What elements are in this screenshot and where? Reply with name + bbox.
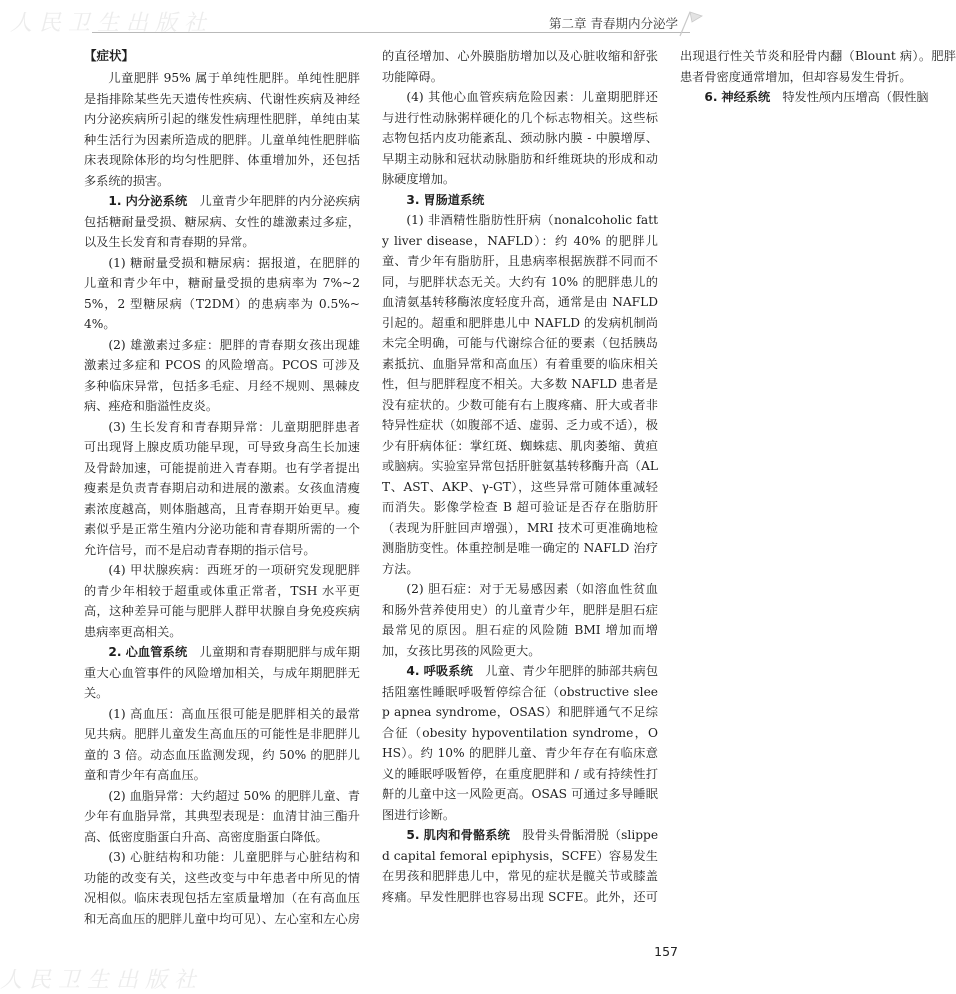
section-neuro-title: 神经系统 [721, 90, 771, 104]
cardio-item-2: (2) 血脂异常：大约超过 50% 的肥胖儿童、青少年有血脂异常，其典型表现是：血清甘油三酯升高、低密度脂蛋白升高、高密度脂蛋白降低。 [84, 788, 360, 844]
section-cardio-num: 2. [108, 645, 122, 659]
section-endocrine-text: 儿童青少年肥胖的内分泌疾病包括糖耐量受损、糖尿病、女性的雄激素过多症，以及生长发育和青春期的异常。 [84, 194, 361, 249]
section-gi [382, 190, 658, 211]
endocrine-item-1: (1) 糖耐量受损和糖尿病：据报道，在肥胖的儿童和青少年中，糖耐量受损的患病率为 7%~25%，2 型糖尿病（T2DM）的患病率为 0.5%~4%。 [84, 255, 360, 331]
header-rule [92, 32, 690, 33]
section-gi-title: 胃肠道系统 [423, 192, 485, 207]
publisher-watermark: 人民卫生出版社 [10, 11, 214, 36]
section-respiratory [382, 661, 658, 825]
section-cardio [84, 642, 360, 704]
section-musculoskeletal-title: 肌肉和骨骼系统 [423, 828, 511, 842]
section-neuro-num: 6. [704, 90, 718, 104]
section-musculoskeletal-num: 5. [406, 828, 420, 842]
gi-item-2: (2) 胆石症：对于无易感因素（如溶血性贫血和肠外营养使用史）的儿童青少年，肥胖是胆石症最常见的原因。胆石症的风险随 BMI 增加而增加，女孩比男孩的风险更大。 [382, 582, 658, 658]
endocrine-item-3: (3) 生长发育和青春期异常：儿童期肥胖患者可出现肾上腺皮质功能早现，可导致身高生长加速及骨龄加速，可能提前进入青春期。也有学者提出瘦素是负责青春期启动和进展的激素。女孩血清瘦素浓度越高，则体脂越高，且青春期开始更早。瘦素似乎是正常生殖内分泌功能和青春期所需的一个允许信号，而不是启动青春期的指示信号。 [84, 419, 360, 557]
section-respiratory-title: 呼吸系统 [423, 664, 473, 678]
cardio-item-4: (4) 其他心血管疾病危险因素：儿童期肥胖还与进行性动脉粥样硬化的几个标志物相关。这些标志物包括内皮功能紊乱、颈动脉内膜 - 中膜增厚、早期主动脉和冠状动脉脂肪和纤维斑块的形成和动脉硬度增加。 [382, 90, 658, 186]
symptoms-intro: 儿童肥胖 95% 属于单纯性肥胖。单纯性肥胖是指排除某些先天遗传性疾病、代谢性疾病及神经内分泌疾病所引起的继发性病理性肥胖，单纯由某种生活行为因素所造成的肥胖。儿童单纯性肥胖临床表现除体形的均匀性肥胖、体重增加外，还包括多系统的损害。 [84, 71, 360, 188]
body-columns [84, 46, 956, 936]
cardio-item-1: (1) 高血压：高血压很可能是肥胖相关的最常见共病。肥胖儿童发生高血压的可能性是非肥胖儿童的 3 倍。动态血压监测发现，约 50% 的肥胖儿童和青少年有高血压。 [84, 706, 360, 782]
symptoms-title: 【症状】 [84, 48, 135, 63]
endocrine-item-4: (4) 甲状腺疾病：西班牙的一项研究发现肥胖的青少年相较于超重或体重正常者，TSH 水平更高，这种差异可能与肥胖人群甲状腺自身免疫疾病患病率更高相关。 [84, 563, 360, 639]
publisher-watermark-bottom: 人民卫生出版社 [0, 968, 204, 993]
section-musculoskeletal-text: 股骨头骨骺滑脱（slipped capital femoral epiphysis，SCFE）容易发生在男孩和肥胖患儿中，常见的症状是髋关节或膝盖疼痛。早发性肥胖也容易出现 SCFE。此外，还可出现退行性关节炎和胫骨内翻（Blount 病）。肥胖患者骨密度通常增加，但却容易发生骨折。 [382, 49, 956, 904]
section-endocrine-num: 1. [108, 194, 122, 208]
page-number: 157 [654, 944, 678, 959]
section-neuro-text: 特发性颅内压增高（假性脑 [782, 90, 929, 104]
section-endocrine-title: 内分泌系统 [125, 194, 188, 208]
section-cardio-text: 儿童期和青春期肥胖与成年期重大心血管事件的风险增加相关，与成年期肥胖无关。 [84, 645, 361, 700]
section-gi-num: 3. [406, 192, 420, 207]
flag-icon [676, 8, 704, 38]
section-respiratory-text: 儿童、青少年肥胖的肺部共病包括阻塞性睡眠呼吸暂停综合征（obstructive sleep apnea syndrome，OSAS）和肥胖通气不足综合征（obesity hypoventilation syndrome，OHS）。约 10% 的肥胖儿童、青少年存在有临床意义的睡眠呼吸暂停，在重度肥胖和 / 或有持续性打鼾的儿童中这一风险更高。OSAS 可通过多导睡眠图进行诊断。 [382, 664, 659, 822]
gi-item-1: (1) 非酒精性脂肪性肝病（nonalcoholic fatty liver disease，NAFLD）：约 40% 的肥胖儿童、青少年有脂肪肝，且患病率根据族群不同而不同，与肥胖状态无关。大约有 10% 的肥胖患儿的血清氨基转移酶浓度轻度升高，通常是由 NAFLD 引起的。超重和肥胖患儿中 NAFLD 的发病机制尚未完全明确，可能与代谢综合征的要素（包括胰岛素抵抗、血脂异常和高血压）有着重要的临床相关性，但与肥胖程度不相关。大多数 NAFLD 患者是没有症状的。少数可能有右上腹疼痛、肝大或者非特异性症状（如腹部不适、虚弱、乏力或不适），极少有肝病体征：掌红斑、蜘蛛痣、肌肉萎缩、黄疸或脑病。实验室异常包括肝脏氨基转移酶升高（ALT、AST、AKP、γ-GT），这些异常可随体重减轻而消失。影像学检查 B 超可验证是否存在脂肪肝（表现为肝脏回声增强），MRI 技术可更准确地检测脂肪变性。体重控制是唯一确定的 NAFLD 治疗方法。 [382, 213, 658, 576]
endocrine-item-2: (2) 雄激素过多症：肥胖的青春期女孩出现雄激素过多症和 PCOS 的风险增高。PCOS 可涉及多种临床异常，包括多毛症、月经不规则、黑棘皮病、痤疮和脂溢性皮炎。 [84, 337, 360, 413]
chapter-header: 第二章 青春期内分泌学 [549, 16, 678, 31]
section-neuro [680, 87, 956, 108]
section-cardio-title: 心血管系统 [125, 645, 188, 659]
section-endocrine [84, 191, 360, 253]
cardio-item-3: (3) 心脏结构和功能：儿童肥胖与心脏结构和功能的改变有关，这些改变与中年患者中所见的情况相似。临床表现包括左室质量增加（在有高血压和无高血压的肥胖儿童中均可见）、左心室和左心房的直径增加、心外膜脂肪增加以及心脏收缩和舒张功能障碍。 [84, 49, 658, 926]
section-respiratory-num: 4. [406, 664, 420, 678]
